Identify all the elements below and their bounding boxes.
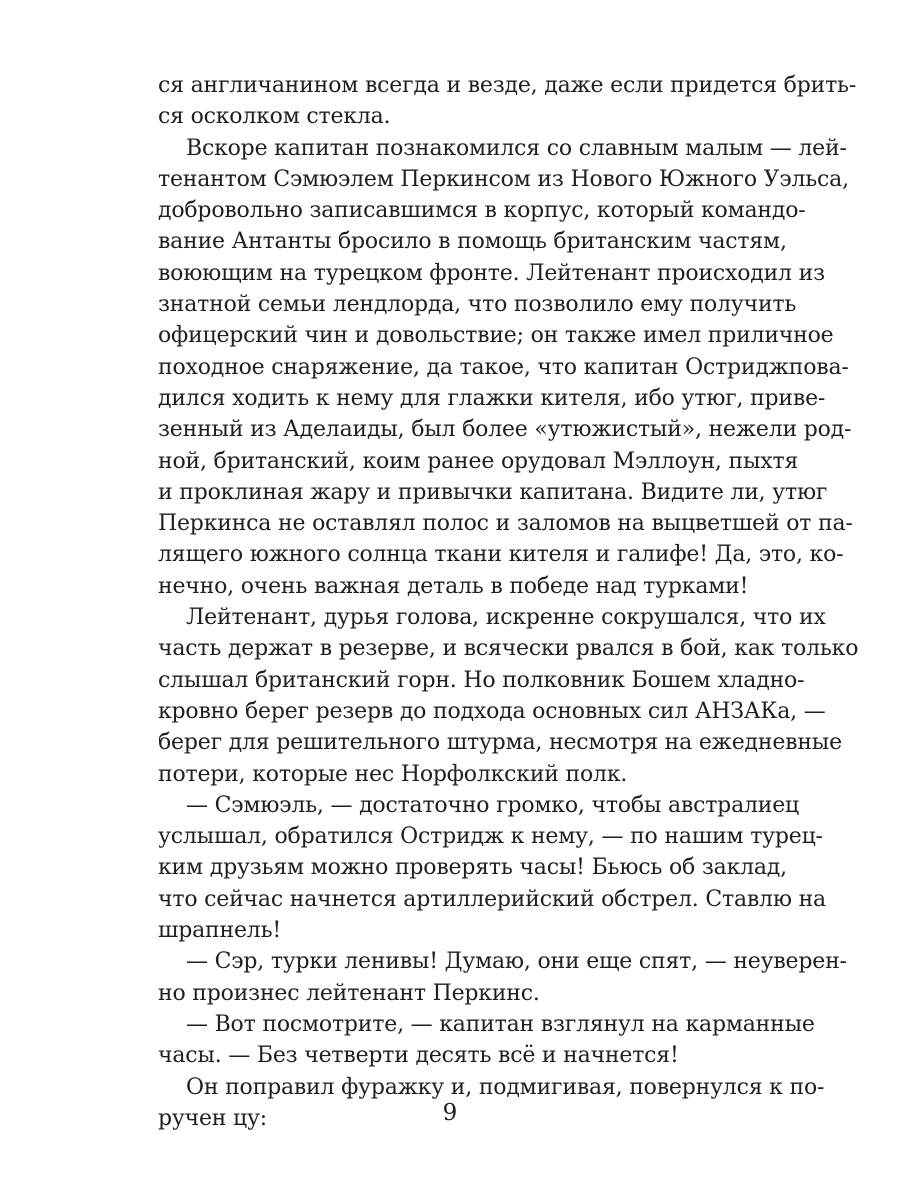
text-line: лящего южного солнца ткани кителя и галифе! Да, это, ко- xyxy=(158,542,844,568)
text-line: — Сэмюэль, — достаточно громко, чтобы австралиец xyxy=(186,792,799,818)
text-line: часть держат в резерве, и всячески рвался в бой, как только xyxy=(158,636,859,662)
text-line: вание Антанты бросило в помощь британским частям, xyxy=(158,229,787,255)
paragraph xyxy=(158,1009,815,1072)
paragraph xyxy=(158,602,859,790)
text-line: услышал, обратился Остридж к нему, — по нашим турец- xyxy=(158,824,823,850)
text-line: и проклиная жару и привычки капитана. Видите ли, утюг xyxy=(158,479,828,505)
page-number: 9 xyxy=(442,1100,458,1126)
paragraph xyxy=(158,946,847,1009)
text-line: Перкинса не оставлял полос и заломов на выцветшей от па- xyxy=(158,511,853,537)
text-line: Вскоре капитан познакомился со славным малым — лей- xyxy=(186,135,847,161)
text-line: добровольно записавшимся в корпус, который командо- xyxy=(158,198,806,224)
text-line: ручен цу: xyxy=(158,1105,267,1131)
text-line: ся англичанином всегда и везде, даже если придется брить- xyxy=(158,73,857,98)
text-line: знатной семьи лендлорда, что позволило ему получить xyxy=(158,292,797,318)
text-line: Он поправил фуражку и, подмигивая, повернулся к по- xyxy=(186,1074,825,1100)
text-line: кровно берег резерв до подхода основных сил АНЗАКа, — xyxy=(158,698,826,724)
text-line: шрапнель! xyxy=(158,918,281,944)
text-line: берег для решительного штурма, несмотря на ежедневные xyxy=(158,730,842,756)
text-line: Лейтенант, дурья голова, искренне сокрушался, что их xyxy=(186,605,826,631)
text-line: но произнес лейтенант Перкинс. xyxy=(158,980,540,1006)
paragraph xyxy=(158,70,857,133)
text-line: дился ходить к нему для глажки кителя, ибо утюг, приве- xyxy=(158,385,826,411)
text-line: тенантом Сэмюэлем Перкинсом из Нового Южного Уэльса, xyxy=(158,166,849,192)
text-line: воюющим на турецком фронте. Лейтенант происходил из xyxy=(158,260,825,286)
text-line: ной, британский, коим ранее орудовал Мэллоун, пыхтя xyxy=(158,448,799,474)
text-line: ким друзьям можно проверять часы! Бьюсь об заклад, xyxy=(158,855,787,881)
text-line: потери, которые нес Норфолкский полк. xyxy=(158,761,628,787)
text-line: офицерский чин и довольствие; он также имел приличное xyxy=(158,323,834,349)
text-block xyxy=(158,70,859,1134)
text-line: ся осколком стекла. xyxy=(158,104,391,130)
text-line: — Вот посмотрите, — капитан взглянул на карманные xyxy=(186,1011,815,1037)
text-line: походное снаряжение, да такое, что капитан Остриджпова- xyxy=(158,354,849,380)
paragraph xyxy=(158,133,853,602)
text-line: что сейчас начнется артиллерийский обстрел. Ставлю на xyxy=(158,886,826,912)
text-line: нечно, очень важная деталь в победе над турками! xyxy=(158,573,749,599)
text-line: зенный из Аделаиды, был более «утюжистый», нежели род- xyxy=(158,417,852,443)
text-line: — Сэр, турки ленивы! Думаю, они еще спят, — неуверен- xyxy=(186,949,847,975)
text-line: слышал британский горн. Но полковник Бошем хладно- xyxy=(158,667,805,693)
paragraph xyxy=(158,790,826,946)
text-line: часы. — Без четверти десять всё и начнется! xyxy=(158,1043,679,1069)
